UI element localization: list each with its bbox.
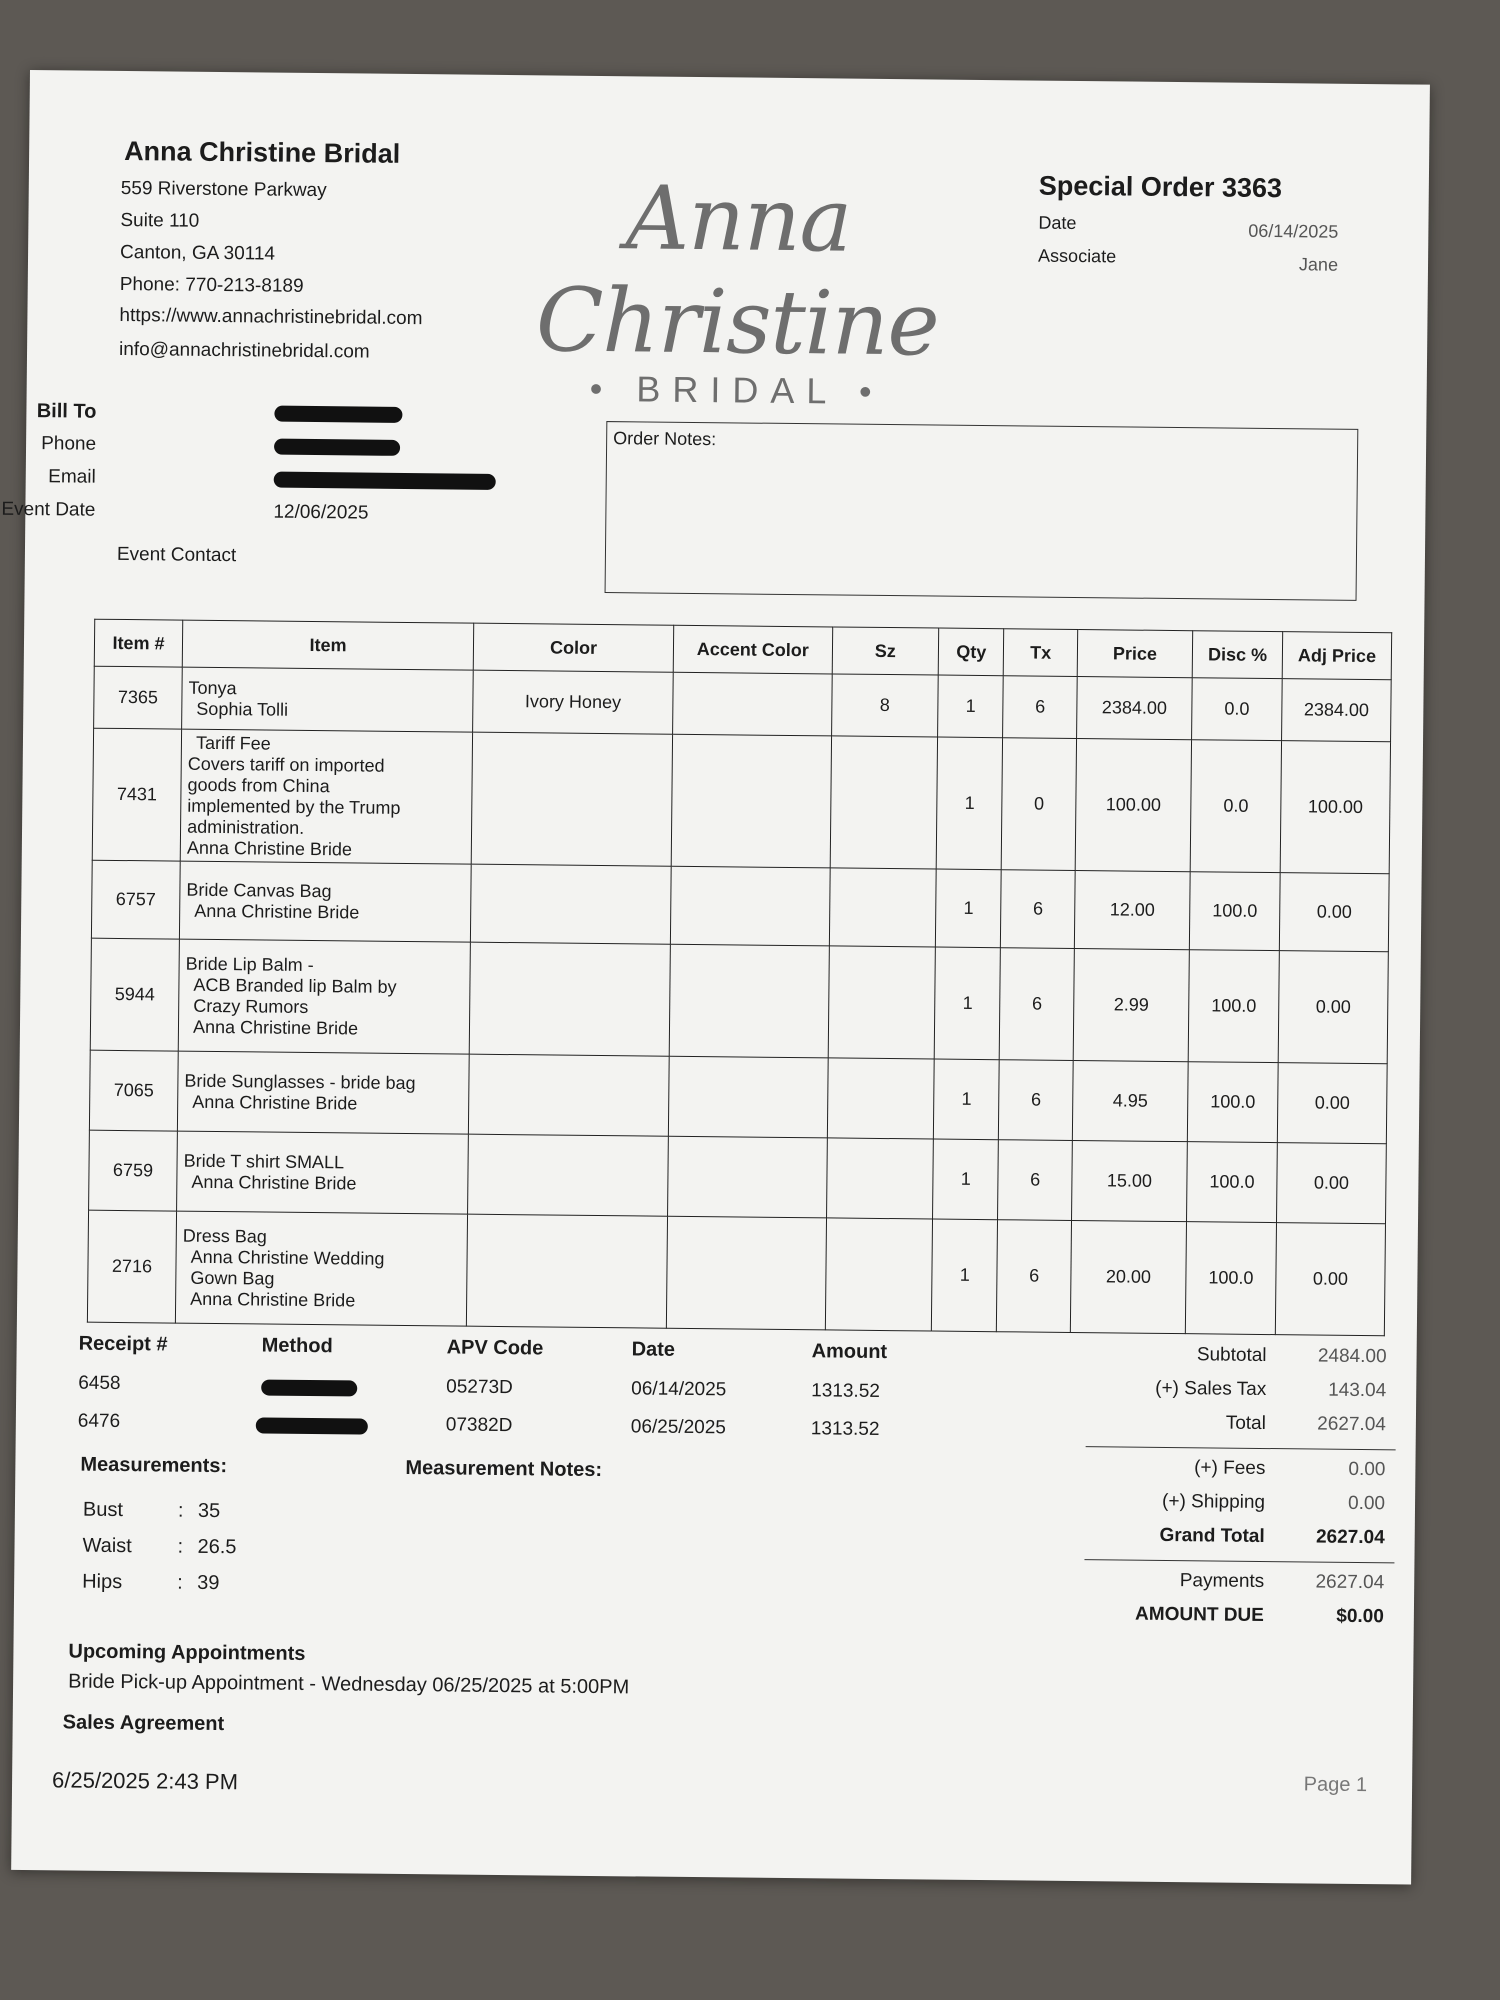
item-name: Tonya [188, 677, 237, 698]
item-accent-color [671, 734, 831, 868]
business-phone: Phone: 770-213-8189 [119, 273, 304, 297]
business-city: Canton, GA 30114 [119, 241, 276, 265]
item-tax: 0 [1002, 738, 1077, 871]
total-value: 2627.04 [1317, 1413, 1386, 1436]
item-size: 8 [831, 674, 938, 737]
amount-col-header: Amount [811, 1340, 888, 1364]
order-associate-row [1038, 245, 1339, 275]
order-date-label: Date [1038, 212, 1077, 233]
order-associate: Jane [1298, 254, 1339, 275]
receipt-apv: 07382D [445, 1414, 513, 1437]
item-adj-price: 0.00 [1275, 1223, 1385, 1336]
item-description: Anna Christine Bride [192, 1091, 358, 1113]
item-size [827, 1058, 935, 1139]
redacted-phone [274, 439, 400, 456]
business-contact [119, 173, 441, 369]
item-size [829, 868, 936, 947]
item-qty: 1 [936, 869, 1002, 948]
item-qty: 1 [934, 1059, 1000, 1140]
item-qty: 1 [934, 947, 1000, 1060]
sales-tax-label: (+) Sales Tax [1155, 1377, 1267, 1401]
item-number: 6757 [91, 860, 180, 939]
grand-total-row [1105, 1524, 1385, 1549]
item-name: Bride T shirt SMALL [183, 1150, 345, 1172]
bust-row [82, 1498, 221, 1523]
item-number: 7431 [92, 728, 181, 861]
hips-value: 39 [197, 1571, 220, 1595]
business-website: https://www.annachristinebridal.com [119, 304, 423, 330]
order-date: 06/14/2025 [1248, 220, 1339, 242]
order-title: Special Order 3363 [1038, 170, 1283, 204]
order-date-row [1038, 212, 1339, 242]
table-row [90, 938, 1388, 1064]
item-cell [177, 1051, 469, 1134]
event-date-label: Event Date [1, 498, 96, 521]
item-number: 7365 [94, 666, 183, 729]
shipping-label: (+) Shipping [1161, 1490, 1266, 1514]
bill-email-label: Email [48, 466, 96, 488]
col-price: Price [1077, 630, 1192, 678]
col-tax: Tx [1004, 629, 1078, 677]
item-disc: 100.0 [1187, 1142, 1278, 1223]
grand-total-value: 2627.04 [1315, 1526, 1385, 1549]
item-disc: 100.0 [1189, 872, 1280, 951]
item-number: 2716 [87, 1210, 176, 1323]
appointments-title: Upcoming Appointments [68, 1640, 306, 1665]
item-tax: 6 [999, 1060, 1073, 1141]
item-tax: 6 [998, 1140, 1072, 1221]
grand-total-label: Grand Total [1159, 1524, 1265, 1548]
receipt-number: 6458 [78, 1372, 121, 1395]
item-price: 2384.00 [1077, 676, 1193, 739]
shipping-row [1105, 1490, 1386, 1515]
receipt-col-header: Receipt # [78, 1332, 168, 1356]
table-row [92, 728, 1390, 874]
bill-phone-label: Phone [41, 433, 97, 455]
item-name: Bride Canvas Bag [186, 879, 332, 901]
logo-script-text: Anna Christine [535, 166, 940, 376]
redacted-name [274, 406, 402, 423]
item-tax: 6 [1000, 948, 1075, 1061]
item-adj-price: 0.00 [1279, 873, 1389, 952]
fees-row [1106, 1456, 1386, 1481]
item-cell [175, 1211, 467, 1326]
item-qty: 1 [933, 1139, 999, 1220]
item-accent-color [673, 672, 832, 736]
appointment-line: Bride Pick-up Appointment - Wednesday 06/25/2025 at 5:00PM [68, 1670, 630, 1699]
shipping-value: 0.00 [1347, 1492, 1386, 1515]
payments-value: 2627.04 [1315, 1571, 1385, 1594]
col-color: Color [473, 623, 673, 672]
waist-row [82, 1534, 237, 1559]
hips-label: Hips [82, 1570, 123, 1594]
order-notes-box [605, 421, 1359, 601]
item-name: Bride Lip Balm - [185, 953, 314, 975]
business-address-line2: Suite 110 [120, 209, 200, 232]
item-name: Bride Sunglasses - bride bag [184, 1070, 416, 1093]
item-number: 6759 [89, 1130, 178, 1211]
sales-tax-value: 143.04 [1328, 1379, 1387, 1402]
measurement-notes-title: Measurement Notes: [405, 1457, 603, 1482]
subtotal-label: Subtotal [1196, 1344, 1267, 1367]
item-disc: 0.0 [1192, 678, 1283, 741]
logo-subtitle: • BRIDAL • [589, 367, 884, 412]
redacted-method [256, 1416, 368, 1435]
item-description: Anna Christine Wedding Gown Bag Anna Christine Bride [190, 1246, 385, 1310]
item-adj-price: 100.00 [1280, 741, 1390, 874]
receipt-number: 6476 [77, 1410, 121, 1433]
sales-agreement-title: Sales Agreement [62, 1711, 225, 1736]
table-row [91, 860, 1389, 952]
order-sheet [1, 70, 1430, 1885]
receipt-date: 06/14/2025 [631, 1378, 727, 1401]
item-cell [179, 861, 471, 942]
item-description: Covers tariff on imported goods from China implemented by the Trump administration. Anna Christine Bride [186, 753, 401, 859]
item-name: Dress Bag [182, 1225, 268, 1247]
item-adj-price: 0.00 [1277, 1143, 1387, 1224]
item-description: Anna Christine Bride [194, 900, 360, 922]
item-disc: 100.0 [1187, 1062, 1278, 1143]
item-disc: 0.0 [1190, 740, 1282, 873]
business-email: info@annachristinebridal.com [118, 338, 370, 363]
item-qty: 1 [932, 1219, 998, 1332]
item-disc: 100.0 [1185, 1222, 1276, 1335]
item-color [469, 942, 670, 1056]
line-items-table [87, 619, 1392, 1337]
item-color: Ivory Honey [473, 670, 674, 734]
col-adj-price: Adj Price [1282, 632, 1391, 680]
table-row [87, 1210, 1385, 1336]
totals-divider [1086, 1446, 1396, 1450]
bill-to-label: Bill To [36, 400, 97, 423]
item-accent-color [669, 944, 829, 1058]
col-disc: Disc % [1192, 631, 1283, 679]
hips-separator: : [177, 1571, 183, 1594]
col-accent-color: Accent Color [673, 625, 832, 674]
item-accent-color [668, 1056, 827, 1138]
item-price: 15.00 [1072, 1140, 1188, 1221]
item-price: 100.00 [1075, 738, 1191, 871]
business-name: Anna Christine Bridal [123, 135, 401, 169]
measurements-title: Measurements: [80, 1453, 228, 1478]
subtotal-row [1107, 1343, 1387, 1368]
amount-due-label: AMOUNT DUE [1134, 1603, 1264, 1627]
item-color [471, 864, 672, 944]
fees-value: 0.00 [1348, 1458, 1386, 1481]
waist-value: 26.5 [197, 1535, 237, 1559]
date-col-header: Date [631, 1338, 676, 1361]
item-color [467, 1214, 668, 1328]
total-label: Total [1225, 1412, 1267, 1435]
table-row [89, 1130, 1387, 1224]
amount-due-row [1104, 1603, 1384, 1628]
subtotal-value: 2484.00 [1317, 1345, 1387, 1368]
item-tax: 6 [1001, 870, 1075, 949]
order-notes-label: Order Notes: [613, 428, 717, 450]
item-name: Tariff Fee [195, 732, 271, 754]
item-price: 2.99 [1073, 948, 1189, 1061]
item-tax: 6 [1003, 676, 1077, 739]
amount-due-value: $0.00 [1336, 1605, 1384, 1628]
col-item-num: Item # [94, 619, 183, 667]
item-accent-color [670, 866, 829, 946]
waist-label: Waist [82, 1534, 132, 1558]
item-color [468, 1134, 669, 1216]
order-associate-label: Associate [1038, 245, 1117, 267]
table-row [89, 1050, 1387, 1144]
item-adj-price: 2384.00 [1282, 679, 1392, 742]
payments-label: Payments [1179, 1570, 1265, 1593]
event-date: 12/06/2025 [273, 501, 369, 524]
item-qty: 1 [936, 737, 1003, 870]
waist-separator: : [177, 1535, 184, 1558]
item-color [471, 732, 672, 866]
receipt-amount: 1313.52 [810, 1418, 880, 1440]
item-price: 12.00 [1074, 870, 1190, 949]
item-description: Sophia Tolli [196, 698, 289, 720]
item-tax: 6 [997, 1220, 1072, 1333]
totals-divider [1084, 1559, 1394, 1563]
col-size: Sz [832, 627, 939, 675]
redacted-email [274, 472, 496, 490]
total-row [1106, 1411, 1386, 1436]
receipt-apv: 05273D [446, 1376, 513, 1399]
item-size [830, 736, 938, 869]
col-item: Item [182, 620, 474, 670]
brand-logo [456, 164, 1019, 414]
event-contact-label: Event Contact [116, 543, 237, 567]
bust-separator: : [177, 1499, 184, 1522]
item-disc: 100.0 [1188, 950, 1279, 1063]
item-cell [178, 939, 470, 1054]
item-cell [182, 667, 474, 732]
fees-label: (+) Fees [1194, 1457, 1266, 1480]
redacted-method [261, 1378, 357, 1397]
item-accent-color [668, 1136, 827, 1218]
item-price: 20.00 [1070, 1220, 1186, 1333]
item-size [828, 946, 936, 1059]
method-col-header: Method [261, 1334, 333, 1358]
item-size [825, 1218, 933, 1331]
item-color [469, 1054, 670, 1136]
bust-value: 35 [197, 1499, 221, 1523]
bust-label: Bust [82, 1498, 124, 1522]
apv-col-header: APV Code [446, 1336, 544, 1360]
item-number: 5944 [90, 938, 179, 1051]
item-description: Anna Christine Bride [191, 1171, 357, 1193]
item-number: 7065 [89, 1050, 178, 1131]
payments-row [1104, 1569, 1385, 1594]
item-description: ACB Branded lip Balm by Crazy Rumors Anna Christine Bride [192, 974, 397, 1038]
item-cell [180, 729, 472, 864]
item-price: 4.95 [1072, 1060, 1188, 1141]
col-qty: Qty [938, 628, 1004, 676]
bill-to-block [1, 400, 369, 533]
printed-timestamp: 6/25/2025 2:43 PM [51, 1767, 239, 1795]
item-adj-price: 0.00 [1278, 951, 1388, 1064]
item-size [826, 1138, 934, 1219]
item-adj-price: 0.00 [1277, 1063, 1387, 1144]
item-qty: 1 [938, 675, 1004, 738]
item-accent-color [666, 1216, 826, 1330]
business-address-line1: 559 Riverstone Parkway [120, 177, 327, 202]
page-number: Page 1 [1303, 1773, 1368, 1797]
sales-tax-row [1106, 1377, 1387, 1402]
receipt-date: 06/25/2025 [630, 1416, 727, 1439]
hips-row [82, 1570, 220, 1595]
item-cell [177, 1131, 469, 1214]
receipt-amount: 1313.52 [811, 1380, 881, 1402]
